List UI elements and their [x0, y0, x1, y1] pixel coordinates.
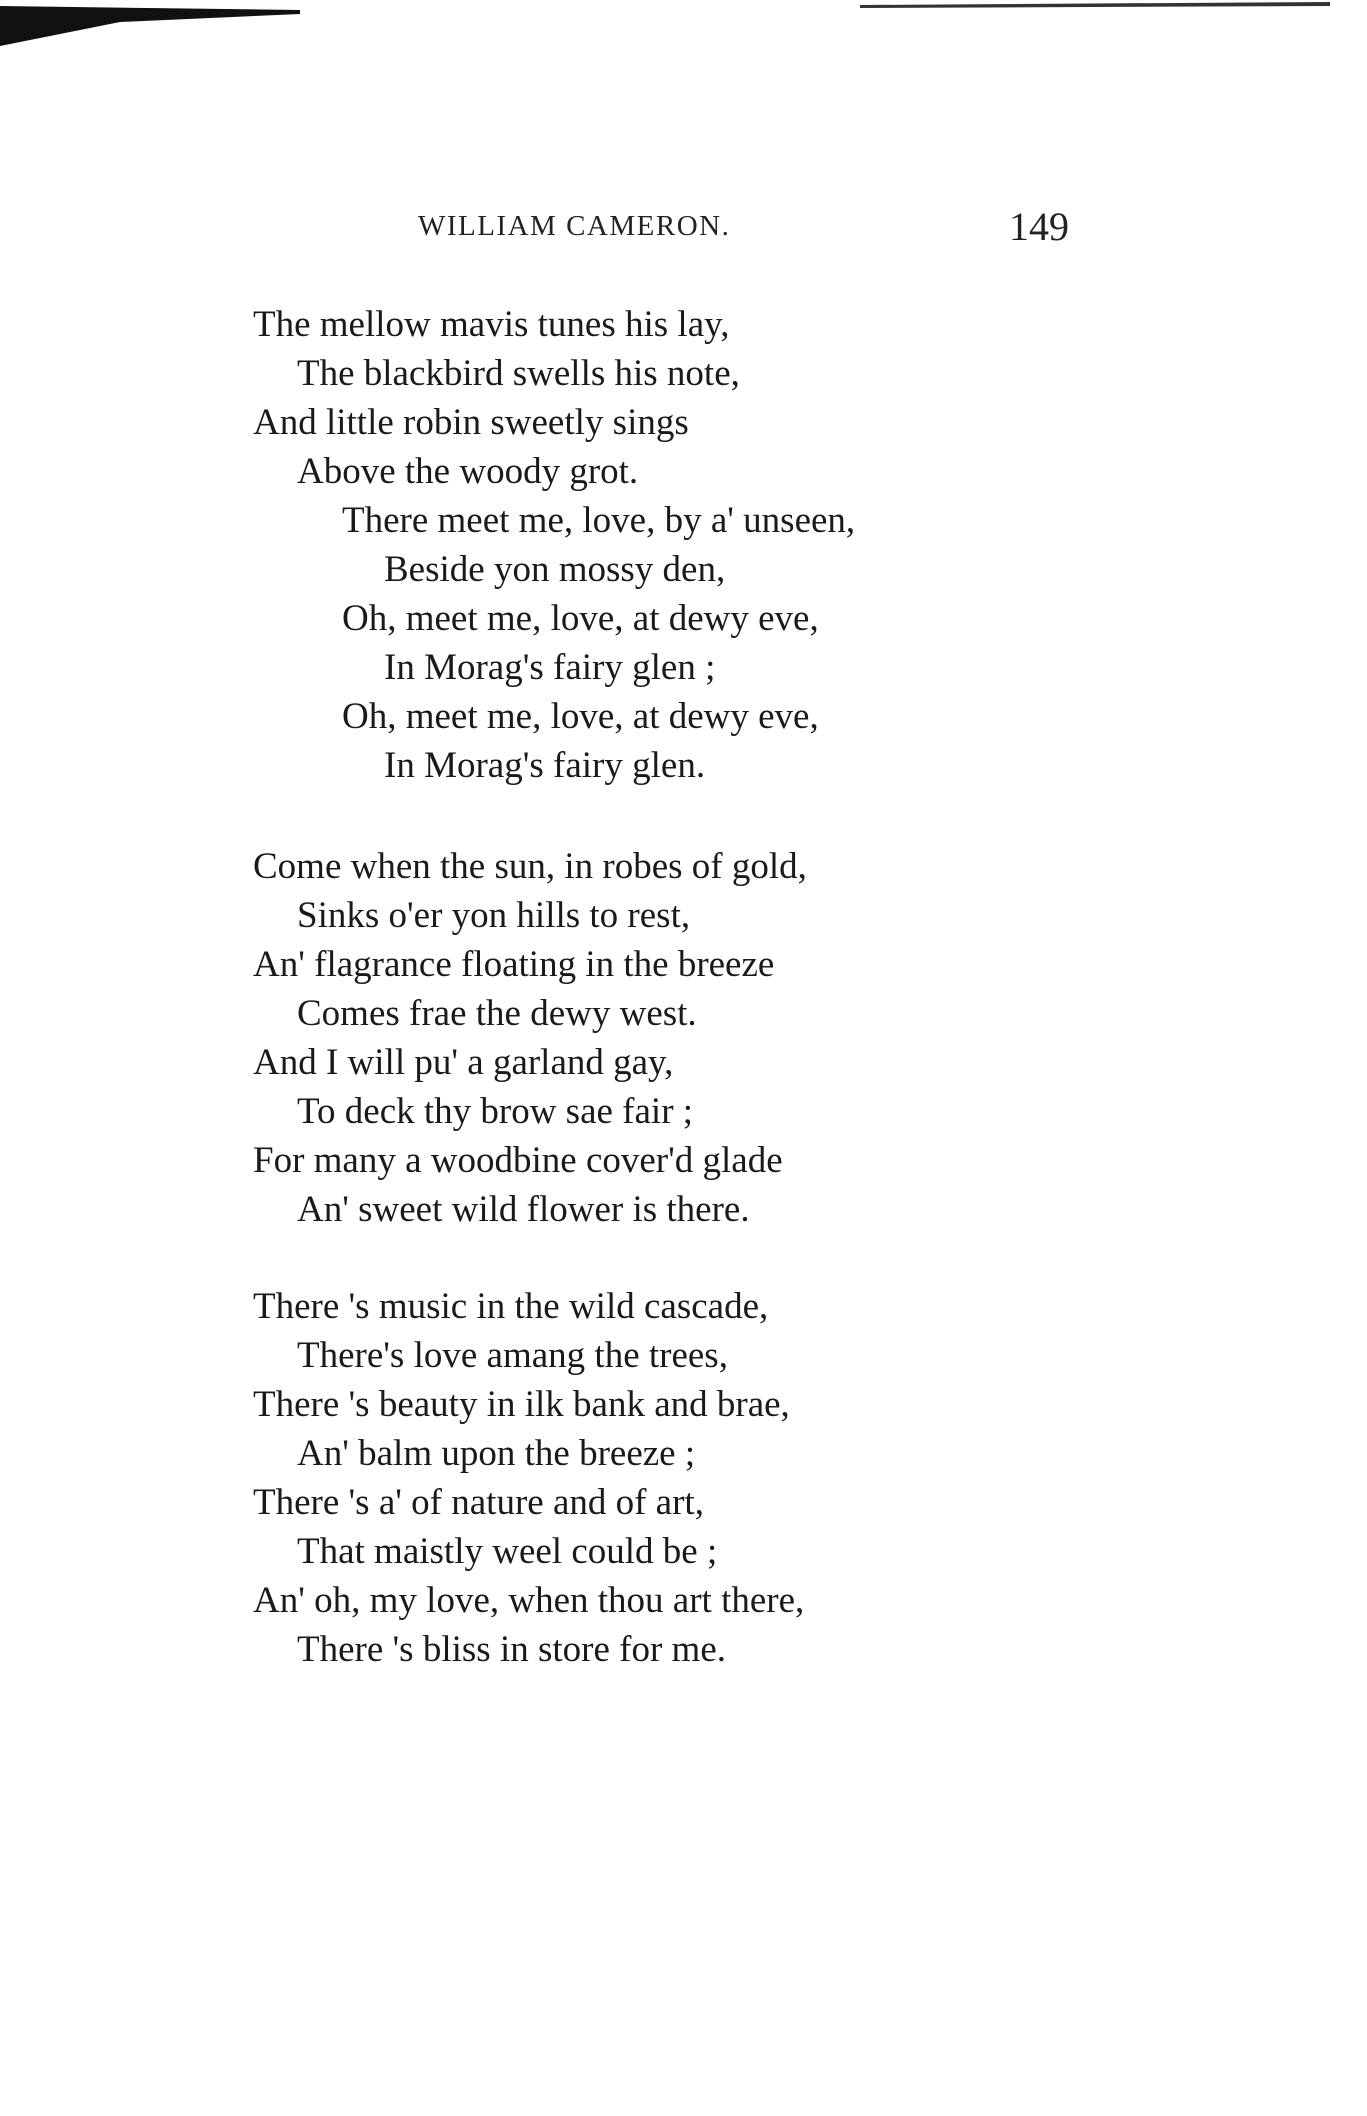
poem-line: An' balm upon the breeze ;	[297, 1433, 696, 1474]
poem-line: There 's music in the wild cascade,	[253, 1286, 769, 1327]
poem-line: To deck thy brow sae fair ;	[297, 1091, 694, 1132]
poem-line: There 's a' of nature and of art,	[253, 1482, 704, 1523]
stanza-3	[253, 1282, 1153, 1674]
poem-line: Above the woody grot.	[297, 451, 639, 492]
poem-line: The blackbird swells his note,	[297, 353, 740, 394]
scan-artifact-right	[860, 0, 1330, 12]
poem-line: And I will pu' a garland gay,	[253, 1042, 674, 1083]
poem-line: Comes frae the dewy west.	[297, 993, 697, 1034]
stanza-2	[253, 842, 1153, 1234]
poem-line: There meet me, love, by a' unseen,	[342, 500, 856, 541]
page-number: 149	[1009, 204, 1069, 249]
poem-line: There 's beauty in ilk bank and brae,	[253, 1384, 790, 1425]
poem-line: There's love amang the trees,	[297, 1335, 728, 1376]
poem-line: In Morag's fairy glen ;	[384, 647, 716, 688]
poem-line: That maistly weel could be ;	[297, 1531, 718, 1572]
poem-line: There 's bliss in store for me.	[297, 1629, 726, 1670]
poem-line: Come when the sun, in robes of gold,	[253, 846, 807, 887]
poem-line: For many a woodbine cover'd glade	[253, 1140, 783, 1181]
poem-line: The mellow mavis tunes his lay,	[253, 304, 730, 345]
poem-line: An' sweet wild flower is there.	[297, 1189, 750, 1230]
poem-line: Beside yon mossy den,	[384, 549, 726, 590]
poem-line: Oh, meet me, love, at dewy eve,	[342, 598, 819, 639]
poem-line: An' flagrance floating in the breeze	[253, 944, 775, 985]
running-head: WILLIAM CAMERON.	[418, 210, 731, 242]
poem-line: An' oh, my love, when thou art there,	[253, 1580, 805, 1621]
scan-artifact-left	[0, 0, 310, 50]
poem-line: In Morag's fairy glen.	[384, 745, 706, 786]
stanza-1	[253, 300, 1153, 790]
poem-line: Sinks o'er yon hills to rest,	[297, 895, 691, 936]
poem-line: Oh, meet me, love, at dewy eve,	[342, 696, 819, 737]
poem-line: And little robin sweetly sings	[253, 402, 689, 443]
